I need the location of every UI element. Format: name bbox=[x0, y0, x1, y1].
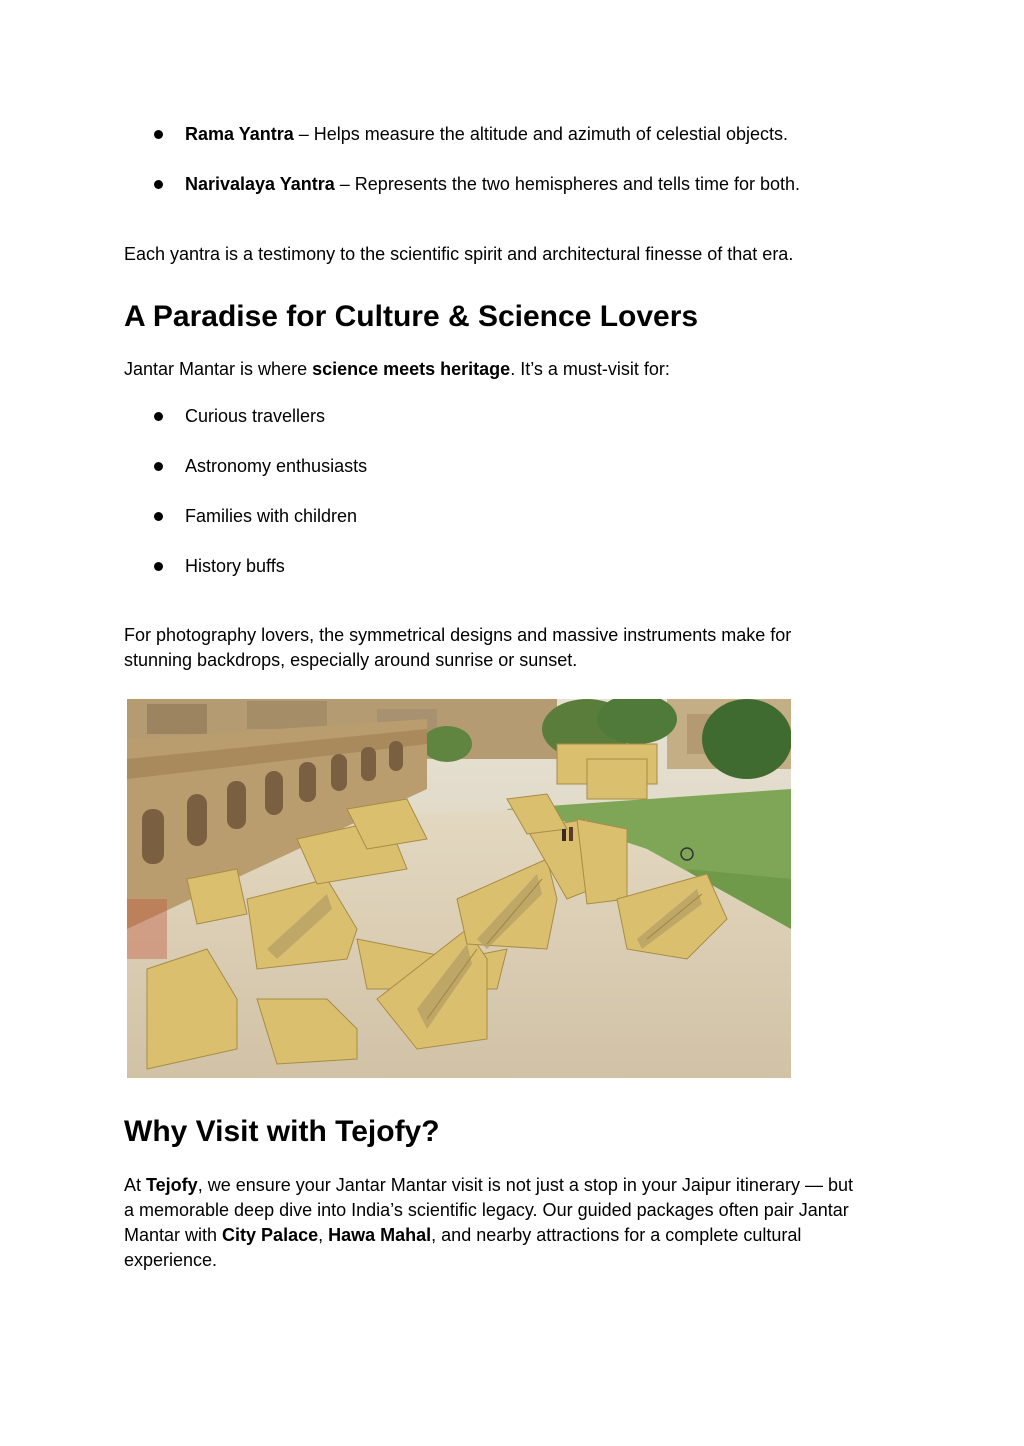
yantra-description: – Represents the two hemispheres and tells time for both. bbox=[334, 174, 801, 194]
yantra-description: – Helps measure the altitude and azimuth of celestial objects. bbox=[293, 124, 789, 144]
bullet-icon bbox=[154, 462, 163, 471]
bullet-icon bbox=[154, 562, 163, 571]
bullet-icon bbox=[154, 512, 163, 521]
section-heading-paradise: A Paradise for Culture & Science Lovers bbox=[124, 300, 699, 333]
document-page: Rama Yantra – Helps measure the altitude and azimuth of celestial objects. Narivalaya Yantra – Represents the two hemispheres and tells time for both. Each yantra is a testimony to the scientific spirit and architectural finesse of that era. A Paradise for Culture & Science Lovers Jantar Mantar is where science meets heritage. It’s a must-visit for: Curious travellers Astronomy enthusiasts Families with children History buffs For photography lovers, the symmetrical designs and massive instruments make for stunning backdrops, especially around sunrise or sunset. Why Visit with Tejofy? At Tejofy, we ensure your Jantar Mantar visit is not just a stop in your Jaipur itinerary — but a memorable deep dive into India’s scientific legacy. Our guided packages often pair Jantar Mantar with City Palace, Hawa Mahal, and nearby attractions for a complete cultural experience. bbox=[0, 0, 1024, 1446]
yantra-name: Rama Yantra bbox=[185, 124, 294, 144]
yantra-name: Narivalaya Yantra bbox=[185, 174, 335, 194]
jantar-mantar-photo bbox=[127, 699, 791, 1078]
section-heading-why-tejofy: Why Visit with Tejofy? bbox=[124, 1115, 440, 1148]
attraction-city-palace: City Palace bbox=[222, 1225, 319, 1245]
bullet-icon bbox=[154, 412, 163, 421]
bullet-icon bbox=[154, 180, 163, 189]
why-tejofy-paragraph: At Tejofy, we ensure your Jantar Mantar visit is not just a stop in your Jaipur itinerary — but a memorable deep dive into India’s scientific legacy. Our guided packages often pair Jantar Mantar with City Palace, Hawa Mahal, and nearby attractions for a complete cultural experience. bbox=[124, 1175, 853, 1270]
yantra-summary: Each yantra is a testimony to the scientific spirit and architectural finesse of that era. bbox=[124, 244, 794, 264]
jantar-mantar-illustration bbox=[127, 699, 791, 1078]
intro-bold-phrase: science meets heritage bbox=[312, 359, 511, 379]
brand-name: Tejofy bbox=[146, 1175, 198, 1195]
attraction-hawa-mahal: Hawa Mahal bbox=[328, 1225, 432, 1245]
bullet-icon bbox=[154, 130, 163, 139]
paradise-intro: Jantar Mantar is where science meets heritage. It’s a must-visit for: bbox=[124, 359, 670, 379]
photography-paragraph: For photography lovers, the symmetrical designs and massive instruments make for stunning backdrops, especially around sunrise or sunset. bbox=[124, 625, 792, 670]
